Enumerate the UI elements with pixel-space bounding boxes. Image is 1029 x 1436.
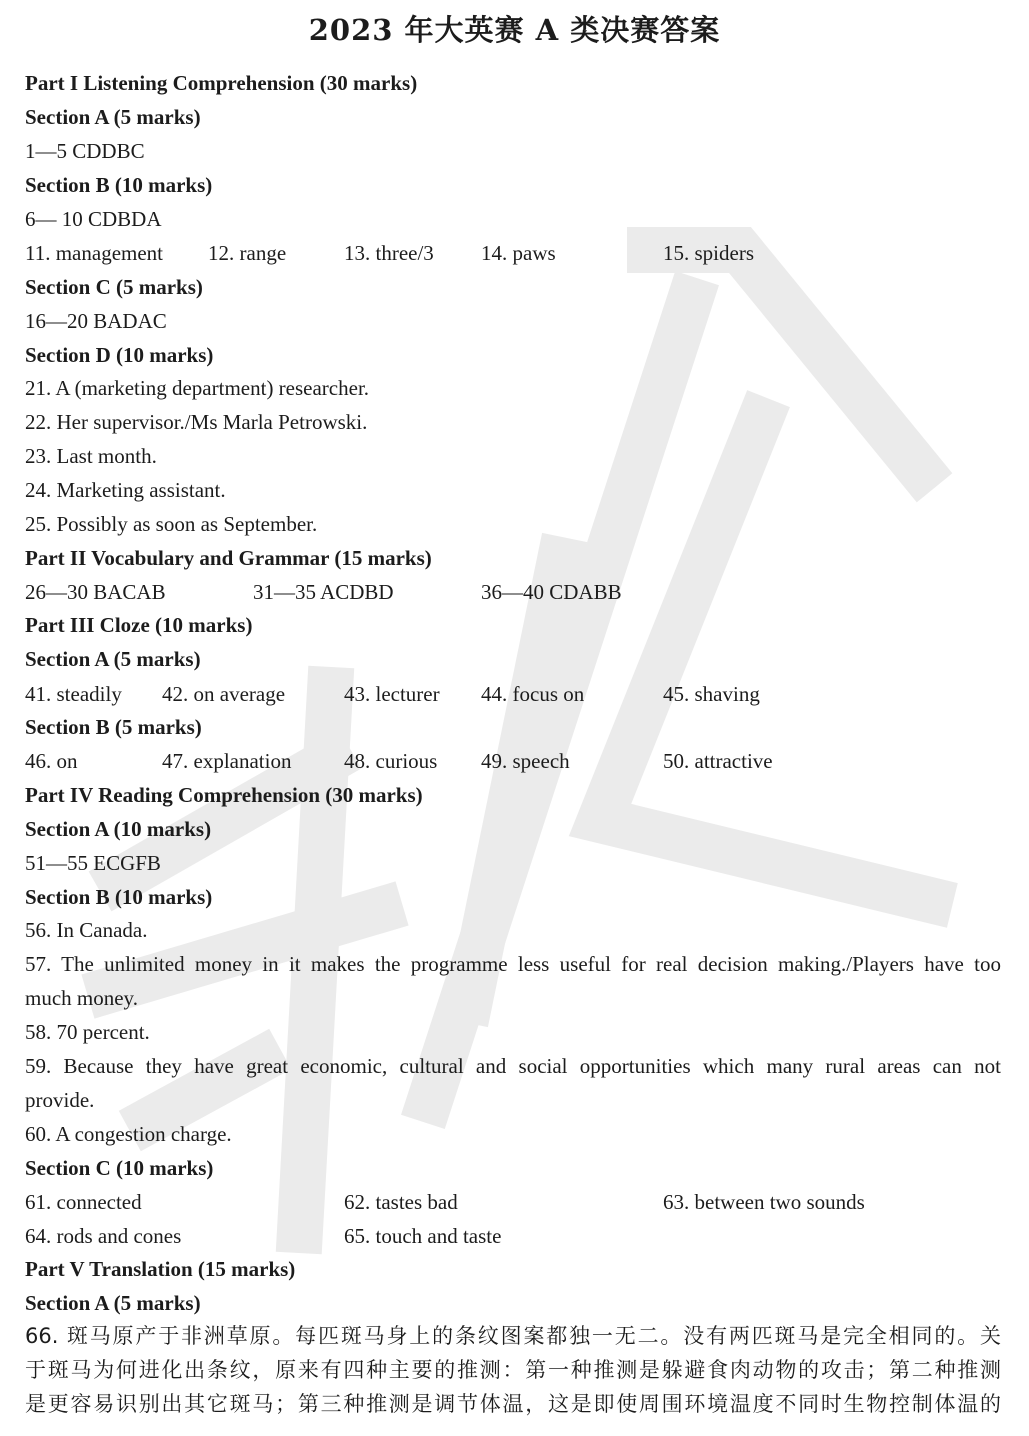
answer-line: 51—55 ECGFB [25,851,161,875]
answer-item: 48. curious [344,749,438,773]
answer-line: 22. Her supervisor./Ms Marla Petrowski. [25,410,368,434]
part-5-heading: Part V Translation (15 marks) [25,1257,296,1281]
answer-item: 14. paws [481,241,556,265]
answer-line: 60. A congestion charge. [25,1122,232,1146]
section-heading: Section D (10 marks) [25,343,214,367]
answer-item: 65. touch and taste [344,1224,502,1248]
answer-line: 56. In Canada. [25,918,148,942]
answer-line: 6— 10 CDBDA [25,207,162,231]
answer-item: 63. between two sounds [663,1190,865,1214]
page-title: 2023 年大英赛 A 类决赛答案 [308,13,721,47]
answer-line: 1—5 CDDBC [25,139,145,163]
answer-line: much money. [25,986,138,1010]
answer-item: 46. on [25,749,78,773]
section-heading: Section B (10 marks) [25,885,213,909]
answer-item: 47. explanation [162,749,292,773]
answer-item: 43. lecturer [344,682,440,706]
answer-item: 13. three/3 [344,241,434,265]
answer-item: 61. connected [25,1190,142,1214]
answer-item: 12. range [208,241,287,265]
answer-line: 59. Because they have great economic, cultural and social opportunities which many rural areas can not [25,1054,1001,1078]
answer-item: 49. speech [481,749,570,773]
section-heading: Section C (5 marks) [25,275,203,299]
part-3-heading: Part III Cloze (10 marks) [25,613,253,637]
answer-line: 24. Marketing assistant. [25,478,226,502]
translation-line: 是更容易识别出其它斑马；第三种推测是调节体温，这是即使周围环境温度不同时生物控制体温的 [25,1392,1001,1416]
answer-item: 50. attractive [663,749,773,773]
answer-item: 41. steadily [25,682,122,706]
translation-line: 于斑马为何进化出条纹，原来有四种主要的推测：第一种推测是躲避食肉动物的攻击；第二种推测 [25,1358,1001,1382]
section-heading: Section A (5 marks) [25,647,201,671]
answer-line: 16—20 BADAC [25,309,167,333]
part-2-heading: Part II Vocabulary and Grammar (15 marks) [25,546,432,570]
translation-line: 66. 斑马原产于非洲草原。每匹斑马身上的条纹图案都独一无二。没有两匹斑马是完全相同的。关 [25,1324,1001,1348]
answer-item: 62. tastes bad [344,1190,458,1214]
answer-line: 58. 70 percent. [25,1020,150,1044]
answer-item: 45. shaving [663,682,760,706]
answer-line: 23. Last month. [25,444,157,468]
section-heading: Section C (10 marks) [25,1156,214,1180]
section-heading: Section A (10 marks) [25,817,212,841]
section-heading: Section B (10 marks) [25,173,213,197]
answer-item: 15. spiders [663,241,754,265]
part-4-heading: Part IV Reading Comprehension (30 marks) [25,783,423,807]
answer-item: 26—30 BACAB [25,580,166,604]
answer-line: 57. The unlimited money in it makes the programme less useful for real decision making./Players have too [25,952,1001,976]
section-heading: Section A (5 marks) [25,1291,201,1315]
answer-line: provide. [25,1088,95,1112]
answer-item: 36—40 CDABB [481,580,622,604]
part-1-heading: Part I Listening Comprehension (30 marks) [25,71,418,95]
answer-item: 11. management [25,241,164,265]
answer-item: 44. focus on [481,682,585,706]
answer-item: 42. on average [162,682,286,706]
section-heading: Section B (5 marks) [25,715,202,739]
answer-item: 64. rods and cones [25,1224,182,1248]
answer-line: 21. A (marketing department) researcher. [25,376,370,400]
section-heading: Section A (5 marks) [25,105,201,129]
answer-item: 31—35 ACDBD [253,580,394,604]
answer-line: 25. Possibly as soon as September. [25,512,318,536]
